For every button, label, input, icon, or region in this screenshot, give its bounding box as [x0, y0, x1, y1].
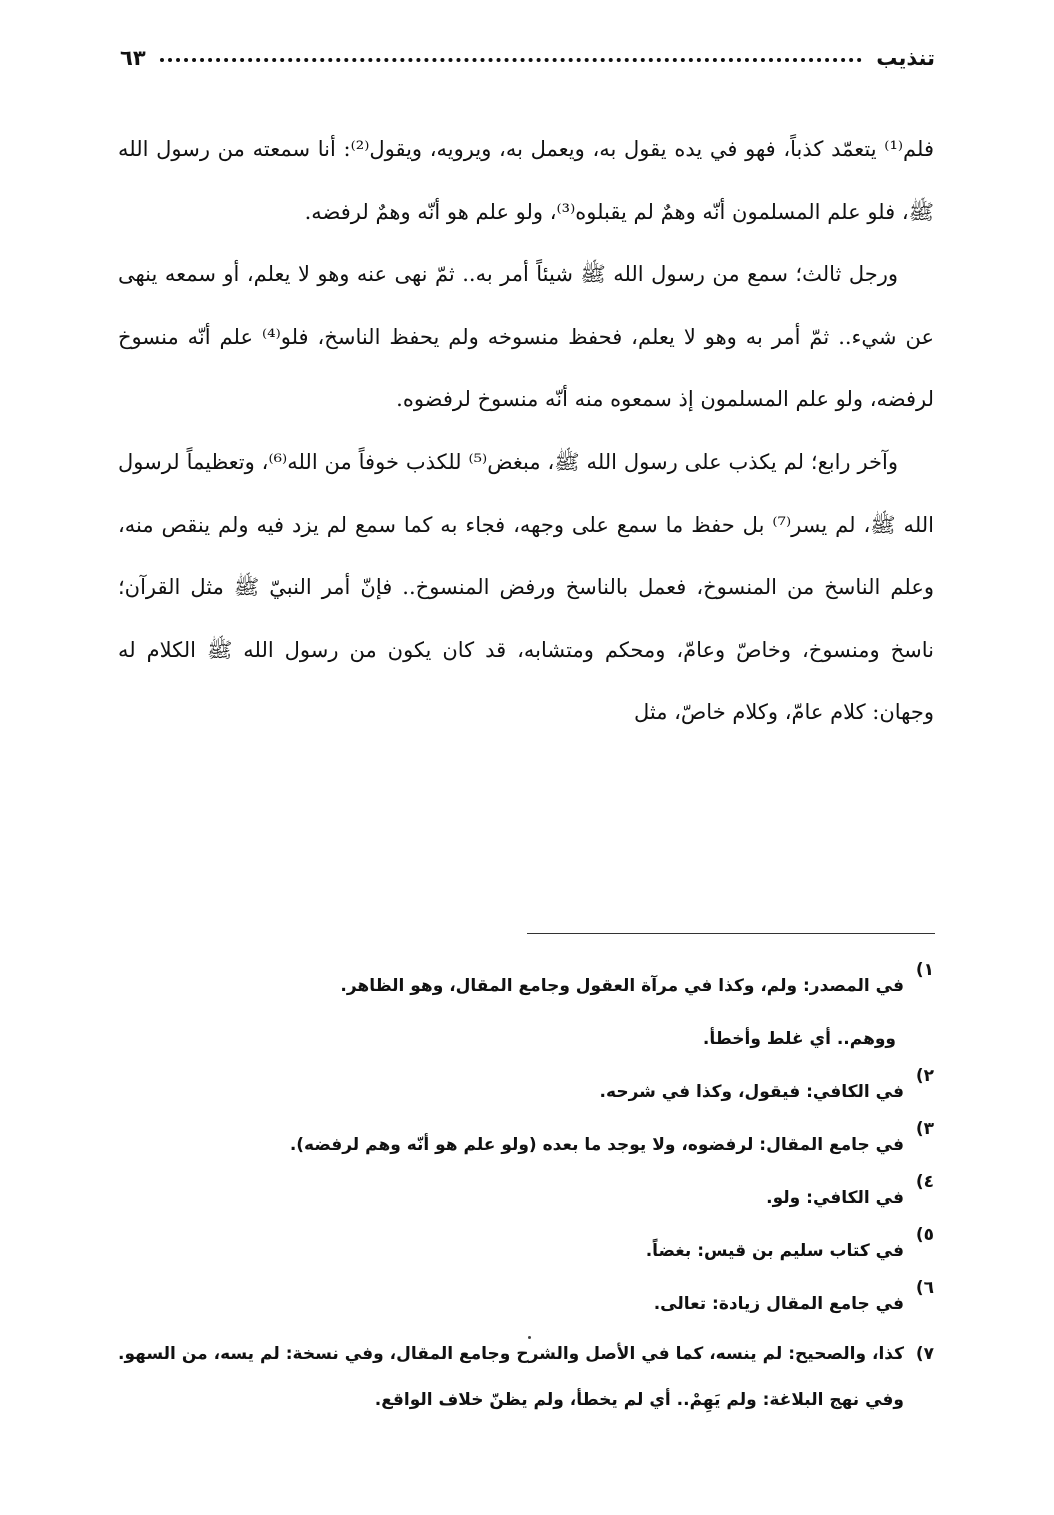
page-number: ٦٣	[120, 46, 146, 70]
footnote-item	[118, 1172, 934, 1225]
footnote-text: في المصدر: ولم، وكذا في مرآة العقول وجامع المقال، وهو الظاهر.	[340, 976, 904, 996]
footnote-item	[118, 1066, 934, 1119]
footnote-number: ٧)	[915, 1344, 934, 1364]
paragraph: ورجل ثالث؛ سمع من رسول الله ﷺ شيئاً أمر به.. ثمّ نهى عنه وهو لا يعلم، أو سمعه ينهى عن شيء.. ثمّ أمر به وهو لا يعلم، فحفظ منسوخه ولم يحفظ الناسخ، فلو⁽⁴⁾ علم أنّه منسوخ لرفضه، ولو علم المسلمون إذ سمعوه منه أنّه منسوخ لرفضوه.	[118, 262, 934, 412]
footnote-number: ٣)	[915, 1119, 934, 1139]
footnote-number: ٥)	[915, 1225, 934, 1245]
paragraph: وآخر رابع؛ لم يكذب على رسول الله ﷺ، مبغض⁽⁵⁾ للكذب خوفاً من الله⁽⁶⁾، وتعظيماً لرسول الله ﷺ، لم يسر⁽⁷⁾ بل حفظ ما سمع على وجهه، فجاء به كما سمع لم يزد فيه ولم ينقص منه، وعلم الناسخ من المنسوخ، فعمل بالناسخ ورفض المنسوخ.. فإنّ أمر النبيّ ﷺ مثل القرآن؛ ناسخ ومنسوخ، وخاصّ وعامّ، ومحكم ومتشابه، قد كان يكون من رسول الله ﷺ الكلام له وجهان: كلام عامّ، وكلام خاصّ، مثل	[118, 449, 934, 725]
footnote-item	[118, 1278, 934, 1331]
footnote-item	[118, 960, 934, 1066]
footnote-number: ٢)	[915, 1066, 934, 1086]
footnote-number: ١)	[915, 960, 934, 980]
footnote-text: في جامع المقال: لرفضوه، ولا يوجد ما بعده (ولو علم هو أنّه وهم لرفضه).	[289, 1135, 904, 1155]
footnote-item	[118, 1331, 934, 1423]
footnote-text: في كتاب سليم بن قيس: بغضاً.	[645, 1241, 904, 1261]
footnote-separator	[527, 933, 935, 934]
footnote-number: ٦)	[915, 1278, 934, 1298]
footnote-number: ٤)	[915, 1172, 934, 1192]
footnote-item	[118, 1225, 934, 1278]
footnotes	[118, 960, 934, 1423]
running-title: تنذيب	[876, 46, 935, 70]
paragraph: فلم⁽¹⁾ يتعمّد كذباً، فهو في يده يقول به، ويعمل به، ويرويه، ويقول⁽²⁾: أنا سمعته من رسول الله ﷺ، فلو علم المسلمون أنّه وهمٌ لم يقبلوه⁽³⁾، ولو علم هو أنّه وهمٌ لرفضه.	[118, 137, 934, 224]
running-header	[120, 38, 935, 78]
footnote-item	[118, 1119, 934, 1172]
footnote-text: كذا، والصحيح: لم ينسه، كما في الأصل والشرح وجامع المقال، وفي نسخة: لم يسه، من السهو. وفي نهج البلاغة: ولم يَهِمْ.. أي لم يخطأ، ولم يظنّ خلاف الواقع.	[118, 1344, 904, 1410]
dotted-leader	[160, 58, 863, 62]
footnote-subtext: ووهم.. أي غلط وأخطأ.	[702, 1029, 896, 1049]
main-text	[118, 118, 934, 744]
footnote-text: في الكافي: ولو.	[766, 1188, 904, 1208]
footnote-text: في جامع المقال زيادة: تعالى.	[653, 1294, 904, 1314]
footnote-text: في الكافي: فيقول، وكذا في شرحه.	[599, 1082, 904, 1102]
scan-speck	[528, 1336, 531, 1339]
